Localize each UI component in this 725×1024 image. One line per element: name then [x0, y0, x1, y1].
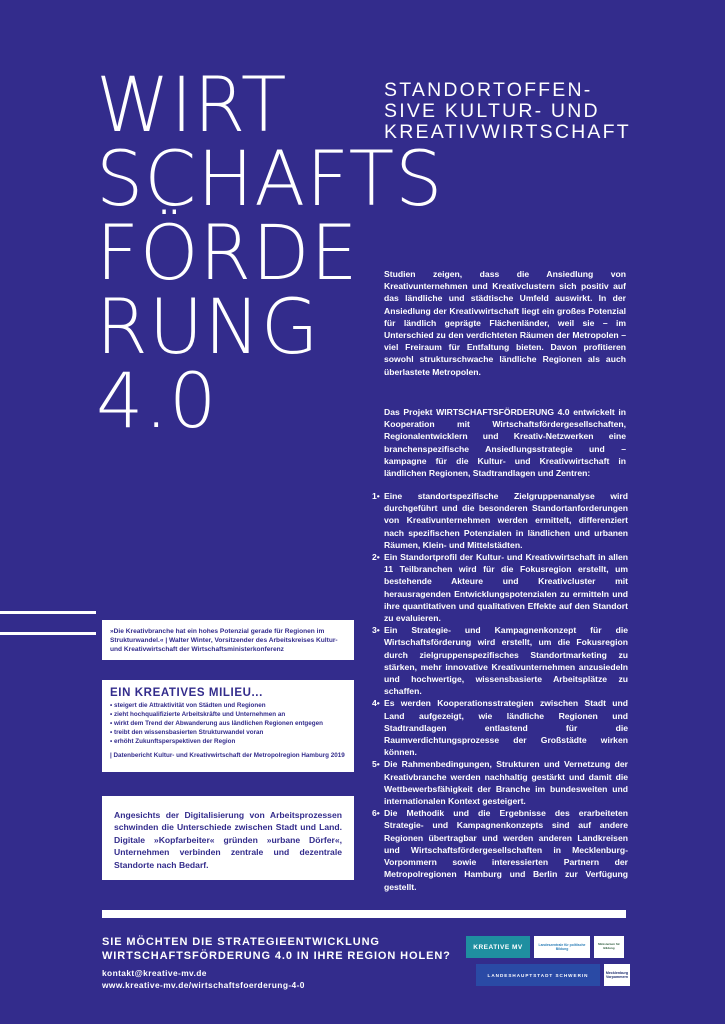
subtitle-line: SIVE KULTUR- UND — [384, 100, 600, 122]
list-item — [372, 807, 628, 892]
mecklenburg-vorpommern-logo: Mecklenburg Vorpommern — [604, 964, 630, 986]
title-line: FÖRDE — [96, 208, 359, 297]
subtitle-line: KREATIVWIRTSCHAFT — [384, 121, 631, 143]
divider — [0, 632, 96, 635]
quote-text: »Die Kreativbranche hat ein hohes Potenzial gerade für Regionen im Strukturwandel.« | Walter Winter, Vorsitzender des Arbeitskreises Kultur-und Kreativwirtschaft der Wirtschaftsministerkonferenz — [110, 628, 338, 654]
divider — [102, 910, 626, 918]
website-link[interactable]: www.kreative-mv.de/wirtschaftsfoerderung-4-0 — [102, 980, 305, 991]
step-number: 2• — [372, 552, 380, 563]
schwerin-logo: LANDESHAUPTSTADT SCHWERIN — [476, 964, 600, 986]
list-item — [372, 697, 628, 758]
step-number: 4• — [372, 698, 380, 709]
main-title — [96, 60, 444, 445]
subtitle-line: STANDORTOFFEN- — [384, 79, 593, 101]
title-line: 4.0 — [96, 356, 218, 445]
step-number: 6• — [372, 808, 380, 819]
list-item: • treibt den wissensbasierten Strukturwandel voran — [110, 728, 346, 737]
email-link[interactable]: kontakt@kreative-mv.de — [102, 968, 207, 978]
ministerium-logo: Ministerium für Bildung — [594, 936, 624, 958]
list-item: • wirkt dem Trend der Abwanderung aus ländlichen Regionen entgegen — [110, 719, 346, 728]
step-text: Ein Strategie- und Kampagnenkonzept für die Wirtschaftsförderung wird erstellt, um die Fokusregion durch zielgruppenspezifisches Standortmarketing zu stärken, mehr innovative Kreativunternehmen anzusiedeln und hochwertige, wissensbasierte Arbeitsplätze zu schaffen. — [384, 625, 628, 697]
milieu-title: EIN KREATIVES MILIEU... — [110, 687, 263, 699]
step-text: Die Methodik und die Ergebnisse des erarbeiteten Strategie- und Kampagnenkonzepts sind auf andere Regionen übertragbar und werden anderen Landkreisen und Wirtschaftsfördergesellschaften in Mecklenburg-Vorpommern sowie interessierten Partnern der Metropolregionen Hamburg und Berlin zur Verfügung gestellt. — [384, 808, 628, 892]
call-to-action: SIE MÖCHTEN DIE STRATEGIEENTWICKLUNG WIRTSCHAFTSFÖRDERUNG 4.0 IN IHRE REGION HOLEN? — [102, 936, 451, 962]
contact-block — [102, 967, 305, 991]
step-number: 1• — [372, 491, 380, 501]
kreative-mv-logo: KREATIVE MV — [466, 936, 530, 958]
step-number: 5• — [372, 759, 380, 770]
list-item — [372, 758, 628, 807]
intro-paragraph: Studien zeigen, dass die Ansiedlung von Kreativunternehmen und Kreativclustern sich positiv auf das ländliche und städtische Umfeld auswirkt. In der Ansiedlung der Kreativwirtschaft liegt ein großes Potenzial für ländlich geprägte Flächenländer, weil sie – im Unterschied zu den verdichteten Räumen der Metropolen – viel Freiraum für Entfaltung bieten. Davon profitieren sowohl strukturschwache ländliche Regionen als auch überlastete Metropolen. — [384, 269, 626, 377]
divider — [0, 611, 96, 614]
subtitle — [384, 80, 684, 143]
list-item — [372, 490, 628, 551]
milieu-source: | Datenbericht Kultur- und Kreativwirtschaft der Metropolregion Hamburg 2019 — [110, 752, 345, 759]
milieu-list — [110, 701, 346, 746]
landeszentrale-logo: Landeszentrale für politische Bildung — [534, 936, 590, 958]
project-paragraph: Das Projekt WIRTSCHAFTSFÖRDERUNG 4.0 entwickelt in Kooperation mit Wirtschaftsfördergesellschaften, Regionalentwicklern und Kreativ-Netzwerken eine branchenspezifische Ansiedlungsstrategie und – kampagne für die Kultur- und Kreativwirtschaft in ländlichen Regionen, Stadtrandlagen und Zentren: — [384, 407, 626, 479]
list-item: • erhöht Zukunftsperspektiven der Region — [110, 737, 346, 746]
title-line: WIRT — [96, 60, 288, 149]
step-text: Die Rahmenbedingungen, Strukturen und Vernetzung der Kreativbranche werden nachhaltig gestärkt und damit die Wettbewerbsfähigkeit der Branche im bundesweiten und internationalen Kontext gesteigert. — [384, 759, 628, 807]
step-number: 3• — [372, 625, 380, 636]
step-text: Ein Standortprofil der Kultur- und Kreativwirtschaft in allen 11 Teilbranchen wird für die Fokusregion erstellt, um bestehende Akteure und Kreativcluster mit herausragenden Entwicklungspotenzialen zu ermitteln und ihre quantitativen und qualitativen Effekte auf den Standort zu evaluieren. — [384, 552, 628, 624]
title-line: SCHAFTS — [96, 134, 444, 223]
quote-box — [102, 620, 354, 660]
info-text: Angesichts der Digitalisierung von Arbeitsprozessen schwinden die Unterschiede zwischen Stadt und Land. Digitale »Kopfarbeiter« gründen »urbane Dörfer«, Unternehmen verbinden zentrale und dezentrale Standorte nach Bedarf. — [114, 810, 342, 870]
list-item: • zieht hochqualifizierte Arbeitskräfte und Unternehmen an — [110, 710, 346, 719]
milieu-box — [102, 680, 354, 772]
list-item: • steigert die Attraktivität von Städten und Regionen — [110, 701, 346, 710]
steps-list — [372, 490, 628, 893]
step-text: Eine standortspezifische Zielgruppenanalyse wird durchgeführt und die besonderen Standortanforderungen von Kreativunternehmen werden ermittelt, differenziert nach spezifischen Potenzialen in ländlichen und urbanen Räumen, Klein- und Mittelstädten. — [384, 491, 628, 550]
info-box — [102, 796, 354, 880]
title-line: RUNG — [96, 282, 320, 371]
list-item — [372, 551, 628, 624]
list-item — [372, 624, 628, 697]
step-text: Es werden Kooperationsstrategien zwischen Stadt und Land aufgezeigt, wie ländliche Regionen und Stadtrandlagen entlastend für die Raumverdichtungsprozesse der Großstädte wirken können. — [384, 698, 628, 758]
